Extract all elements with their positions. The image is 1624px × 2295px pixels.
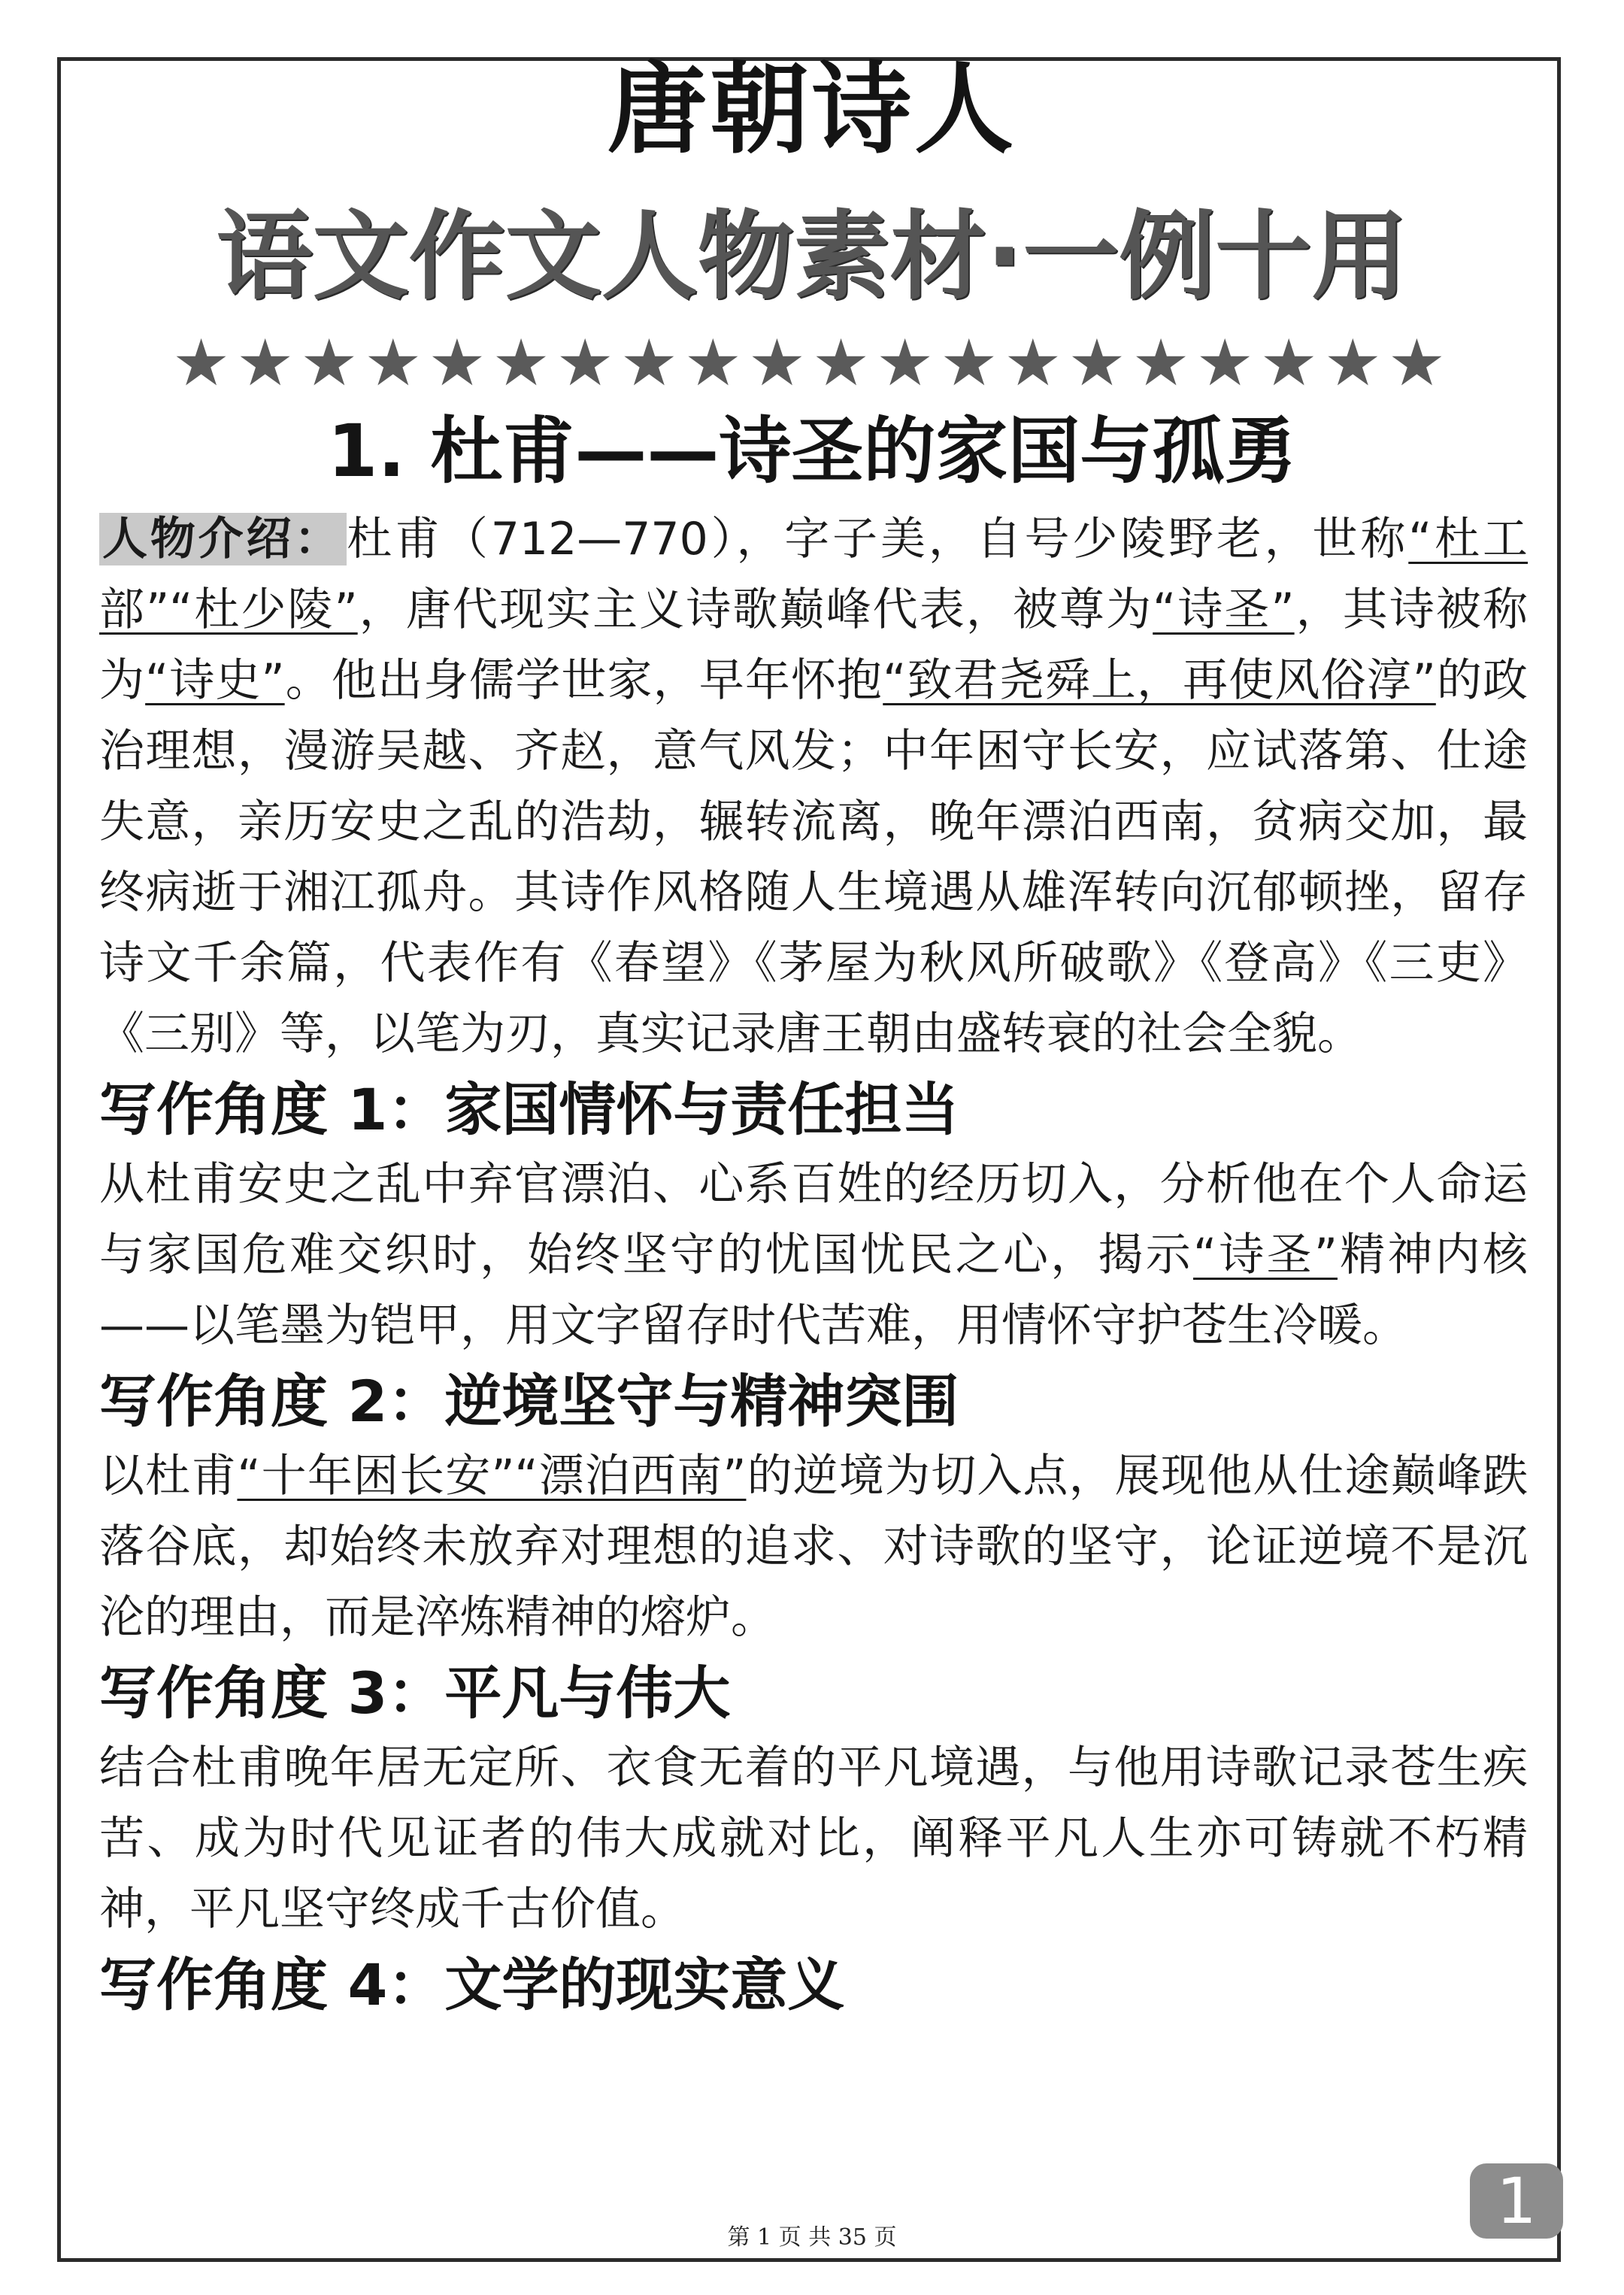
underlined-text: “诗史” xyxy=(145,654,285,707)
underlined-text: “诗圣” xyxy=(1153,584,1295,636)
angle-paragraph xyxy=(99,1149,1528,1361)
angle-heading: 写作角度 3：平凡与伟大 xyxy=(99,1660,731,1727)
intro-paragraph xyxy=(99,504,1528,1069)
intro-label: 人物介绍： xyxy=(99,513,347,565)
angle-heading: 写作角度 2：逆境坚守与精神突围 xyxy=(99,1368,959,1435)
intro-text: 杜甫（712—770），字子美，自号少陵野老，世称 xyxy=(347,513,1409,565)
underlined-text: “十年困长安”“漂泊西南” xyxy=(237,1450,747,1502)
angle-text: 以杜甫 xyxy=(99,1450,238,1502)
underlined-text: “杜工部”“杜少陵” xyxy=(99,513,1529,636)
intro-text: ，其诗被称为 xyxy=(99,584,1529,707)
intro-text: 的政治理想，漫游吴越、齐赵，意气风发；中年困守长安，应试落第、仕途失意，亲历安史之乱的浩劫，辗转流离，晚年漂泊西南，贫病交加，最终病逝于湘江孤舟。其诗作风格随人生境遇从雄浑转向沉郁顿挫，留存诗文千余篇，代表作有《春望》《茅屋为秋风所破歌》《登高》《三吏》《三别》等，以笔为刃，真实记录唐王朝由盛转衰的社会全貌。 xyxy=(99,654,1529,1060)
page-subtitle: 语文作文人物素材·一例十用 xyxy=(216,201,1408,313)
underlined-text: “诗圣” xyxy=(1193,1229,1338,1281)
underlined-text: “致君尧舜上，再使风俗淳” xyxy=(883,654,1436,707)
angle-paragraph xyxy=(99,1441,1528,1653)
angle-text: 从杜甫安史之乱中弃官漂泊、心系百姓的经历切入，分析他在个人命运与家国危难交织时，始终坚守的忧国忧民之心，揭示 xyxy=(99,1158,1528,1281)
angle-paragraph xyxy=(99,1733,1528,1945)
star-divider: ★★★★★★★★★★★★★★★★★★★★ xyxy=(172,326,1452,401)
angle-text: 精神内核——以笔墨为铠甲，用文字留存时代苦难，用情怀守护苍生冷暖。 xyxy=(99,1229,1528,1352)
angle-text: 结合杜甫晚年居无定所、衣食无着的平凡境遇，与他用诗歌记录苍生疾苦、成为时代见证者的伟大成就对比，阐释平凡人生亦可铸就不朽精神，平凡坚守终成千古价值。 xyxy=(99,1742,1528,1936)
section-title: 1. 杜甫——诗圣的家国与孤勇 xyxy=(327,409,1297,493)
main-content xyxy=(99,504,1528,2024)
angle-text: 的逆境为切入点，展现他从仕途巅峰跌落谷底，却始终未放弃对理想的追求、对诗歌的坚守，论证逆境不是沉沦的理由，而是淬炼精神的熔炉。 xyxy=(99,1450,1529,1644)
page-number-badge: 1 xyxy=(1470,2163,1563,2239)
page-title: 唐朝诗人 xyxy=(607,52,1017,168)
angle-heading: 写作角度 4：文学的现实意义 xyxy=(99,1951,845,2018)
intro-text: 。他出身儒学世家，早年怀抱 xyxy=(284,654,883,707)
page-footer: 第 1 页 共 35 页 xyxy=(727,2224,897,2251)
angle-heading: 写作角度 1：家国情怀与责任担当 xyxy=(99,1076,959,1143)
intro-text: ，唐代现实主义诗歌巅峰代表，被尊为 xyxy=(357,584,1153,636)
